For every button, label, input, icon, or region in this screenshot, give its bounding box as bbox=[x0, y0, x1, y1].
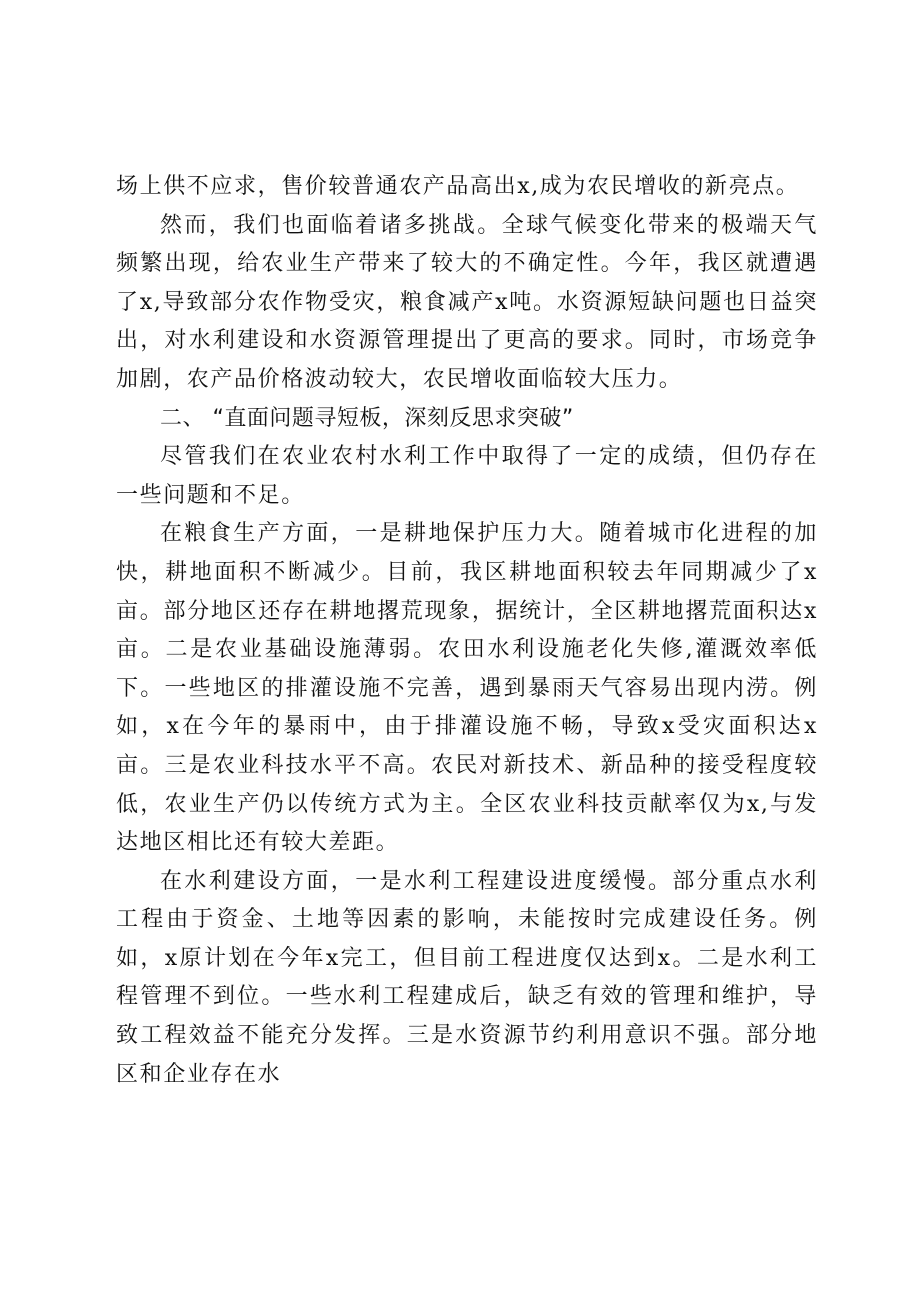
section-heading-2: 二、 “直面问题寻短板，深刻反思求突破” bbox=[160, 405, 574, 431]
paragraph-water-conservancy: 在水利建设方面，一是水利工程建设进度缓慢。部分重点水利工程由于资金、土地等因素的影响，未能按时完成建设任务。例如，x原计划在今年x完工，但目前工程进度仅达到x。二是水利工程管理不到位。一些水利工程建成后，缺乏有效的管理和维护，导致工程效益不能充分发挥。三是水资源节约利用意识不强。部分地区和企业存在水 bbox=[116, 868, 818, 1087]
paragraph-problems-intro: 尽管我们在农业农村水利工作中取得了一定的成绩，但仍存在一些问题和不足。 bbox=[116, 444, 818, 508]
paragraph-challenges: 然而，我们也面临着诸多挑战。全球气候变化带来的极端天气频繁出现，给农业生产带来了较大的不确定性。今年，我区就遭遇了x,导致部分农作物受灾，粮食减产x吨。水资源短缺问题也日益突出，对水利建设和水资源管理提出了更高的要求。同时，市场竞争加剧，农产品价格波动较大，农民增收面临较大压力。 bbox=[116, 212, 818, 392]
paragraph-continuation: 场上供不应求，售价较普通农产品高出x,成为农民增收的新亮点。 bbox=[116, 174, 800, 199]
document-body bbox=[116, 168, 818, 1094]
paragraph-grain-production: 在粮食生产方面，一是耕地保护压力大。随着城市化进程的加快，耕地面积不断减少。目前，我区耕地面积较去年同期减少了x亩。部分地区还存在耕地撂荒现象，据统计，全区耕地撂荒面积达x亩。二是农业基础设施薄弱。农田水利设施老化失修,灌溉效率低下。一些地区的排灌设施不完善，遇到暴雨天气容易出现内涝。例如，x在今年的暴雨中，由于排灌设施不畅，导致x受灾面积达x亩。三是农业科技水平不高。农民对新技术、新品种的接受程度较低，农业生产仍以传统方式为主。全区农业科技贡献率仅为x,与发达地区相比还有较大差距。 bbox=[116, 521, 818, 856]
